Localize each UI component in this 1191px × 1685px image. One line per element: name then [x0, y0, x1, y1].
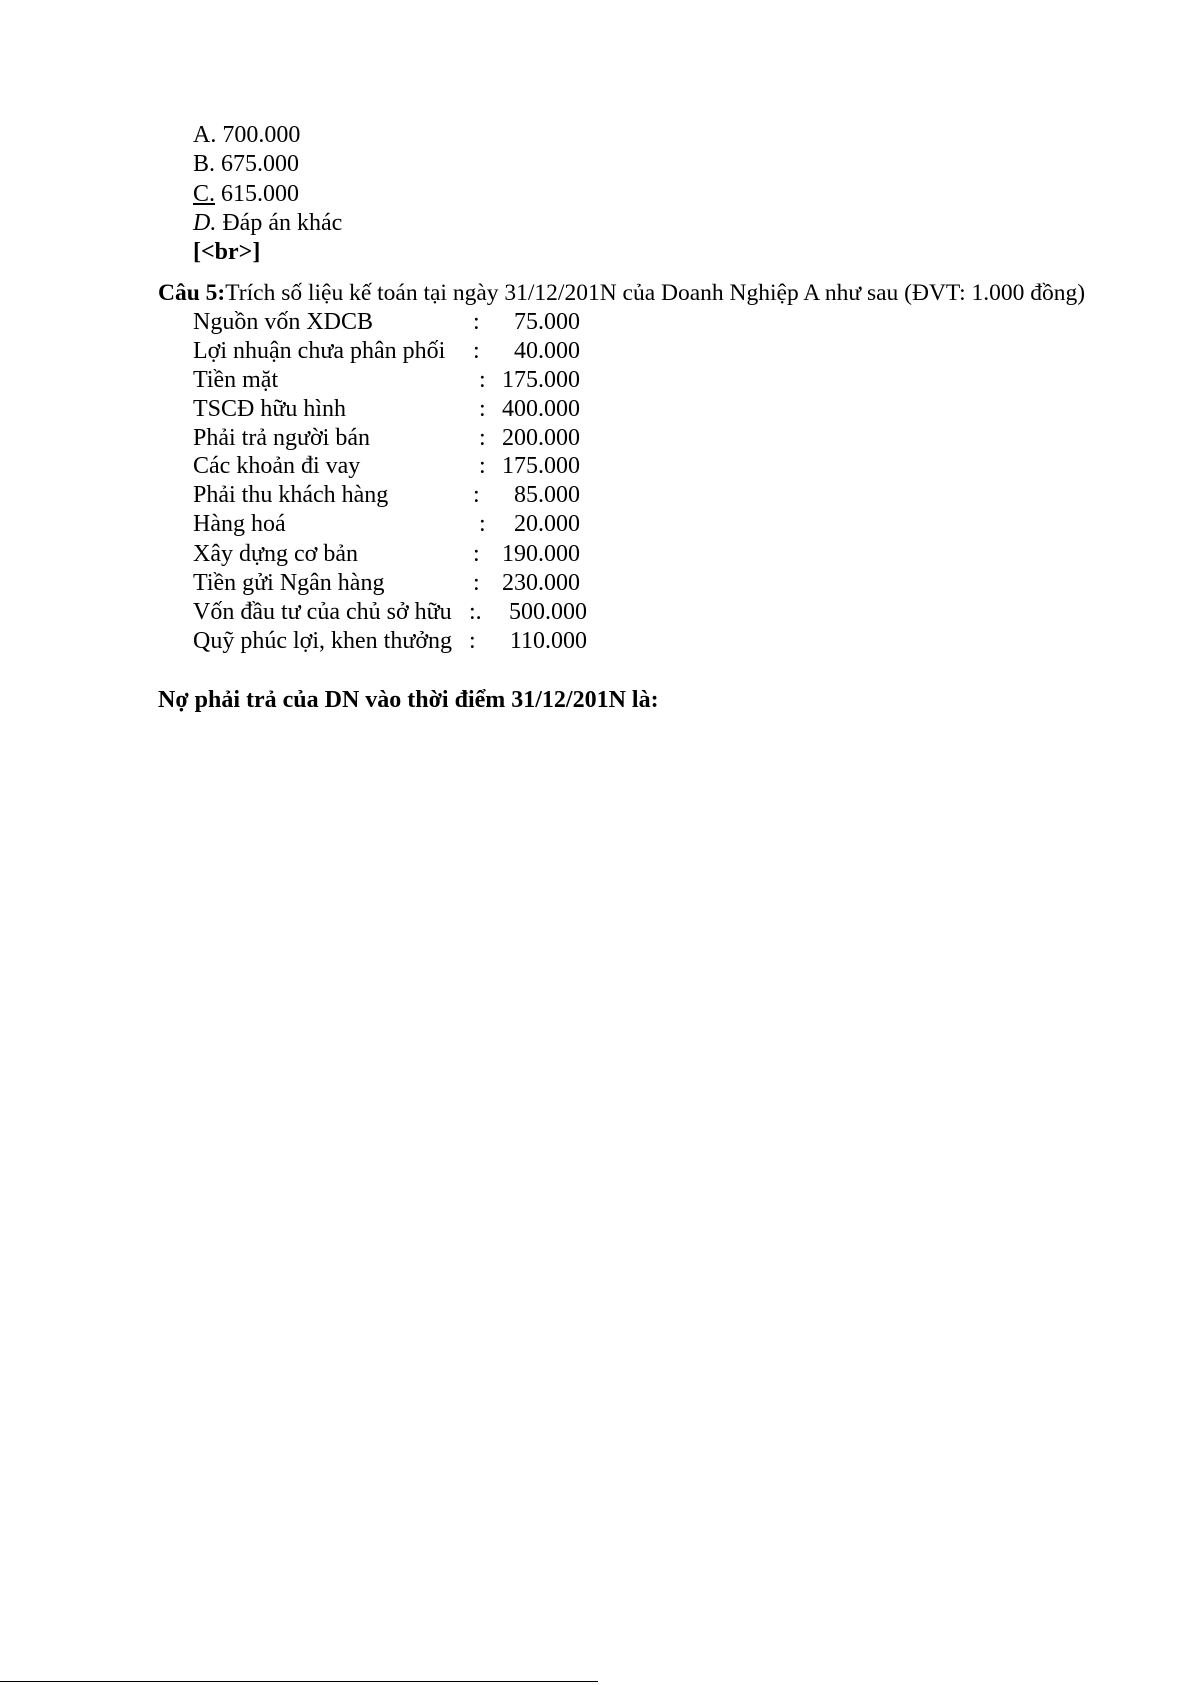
option-d — [193, 211, 342, 235]
option-a-letter: A. — [193, 122, 217, 148]
data-row-label: Quỹ phúc lợi, khen thưởng — [193, 628, 453, 654]
data-row-label: Phải trả người bán — [193, 425, 370, 451]
option-c-text: 615.000 — [215, 181, 300, 207]
data-row — [193, 512, 593, 538]
option-c — [193, 182, 299, 206]
data-row-value: 110.000 — [509, 628, 587, 654]
data-row-colon: : — [473, 541, 480, 567]
question-text: Trích số liệu kế toán tại ngày 31/12/201N của Doanh Nghiệp A như sau (ĐVT: 1.000 đồng) — [225, 280, 1086, 306]
data-row-label: Hàng hoá — [193, 511, 286, 537]
data-row-label: Các khoản đi vay — [193, 453, 361, 479]
data-row — [193, 397, 593, 423]
data-row — [193, 310, 593, 336]
data-row — [193, 542, 593, 568]
data-row-colon: : — [479, 511, 486, 537]
data-row-colon: : — [479, 453, 486, 479]
option-d-text: Đáp án khác — [216, 210, 343, 236]
data-row-value: 230.000 — [502, 570, 580, 596]
option-b — [193, 152, 299, 176]
data-row-colon: : — [473, 570, 480, 596]
option-b-text: 675.000 — [215, 151, 300, 177]
data-row — [193, 339, 593, 365]
data-row-label: TSCĐ hữu hình — [193, 396, 347, 422]
data-row — [193, 571, 593, 597]
data-row — [193, 600, 593, 626]
data-row-colon: : — [473, 482, 480, 508]
option-a-text: 700.000 — [216, 122, 301, 148]
data-row-label: Phải thu khách hàng — [193, 482, 389, 508]
data-row-label: Xây dựng cơ bản — [193, 541, 358, 567]
data-row-value: 75.000 — [514, 309, 580, 335]
data-row-label: Vốn đầu tư của chủ sở hữu — [193, 599, 452, 625]
data-row — [193, 368, 593, 394]
data-row-value: 85.000 — [514, 482, 580, 508]
data-row-colon: : — [469, 628, 476, 654]
data-row-colon: : — [479, 396, 486, 422]
separator-marker: [<br>] — [193, 239, 261, 265]
data-row-value: 190.000 — [502, 541, 580, 567]
question-heading — [158, 282, 1085, 306]
data-row-colon: : — [479, 367, 486, 393]
data-row-label: Tiền mặt — [193, 367, 279, 393]
data-row-value: 40.000 — [514, 338, 580, 364]
data-row — [193, 454, 593, 480]
data-row-colon: : — [473, 309, 480, 335]
option-b-letter: B. — [193, 151, 216, 177]
footer-rule — [0, 1681, 598, 1682]
option-a — [193, 123, 300, 147]
data-row-label: Nguồn vốn XDCB — [193, 309, 374, 335]
data-row-value: 200.000 — [502, 425, 580, 451]
data-row — [193, 426, 593, 452]
data-row-value: 500.000 — [509, 599, 587, 625]
data-row-value: 400.000 — [502, 396, 580, 422]
option-c-letter: C. — [193, 181, 216, 207]
data-row-colon: : — [479, 425, 486, 451]
data-row-colon: :. — [469, 599, 482, 625]
data-row-value: 20.000 — [514, 511, 580, 537]
data-row-colon: : — [473, 338, 480, 364]
data-row — [193, 483, 593, 509]
option-d-letter: D. — [193, 210, 217, 236]
data-row-label: Tiền gửi Ngân hàng — [193, 570, 385, 596]
data-row-label: Lợi nhuận chưa phân phối — [193, 338, 446, 364]
data-row — [193, 629, 593, 655]
question-label: Câu 5: — [158, 280, 226, 306]
question-prompt: Nợ phải trả của DN vào thời điểm 31/12/201N là: — [158, 687, 659, 713]
data-row-value: 175.000 — [502, 453, 580, 479]
data-row-value: 175.000 — [502, 367, 580, 393]
